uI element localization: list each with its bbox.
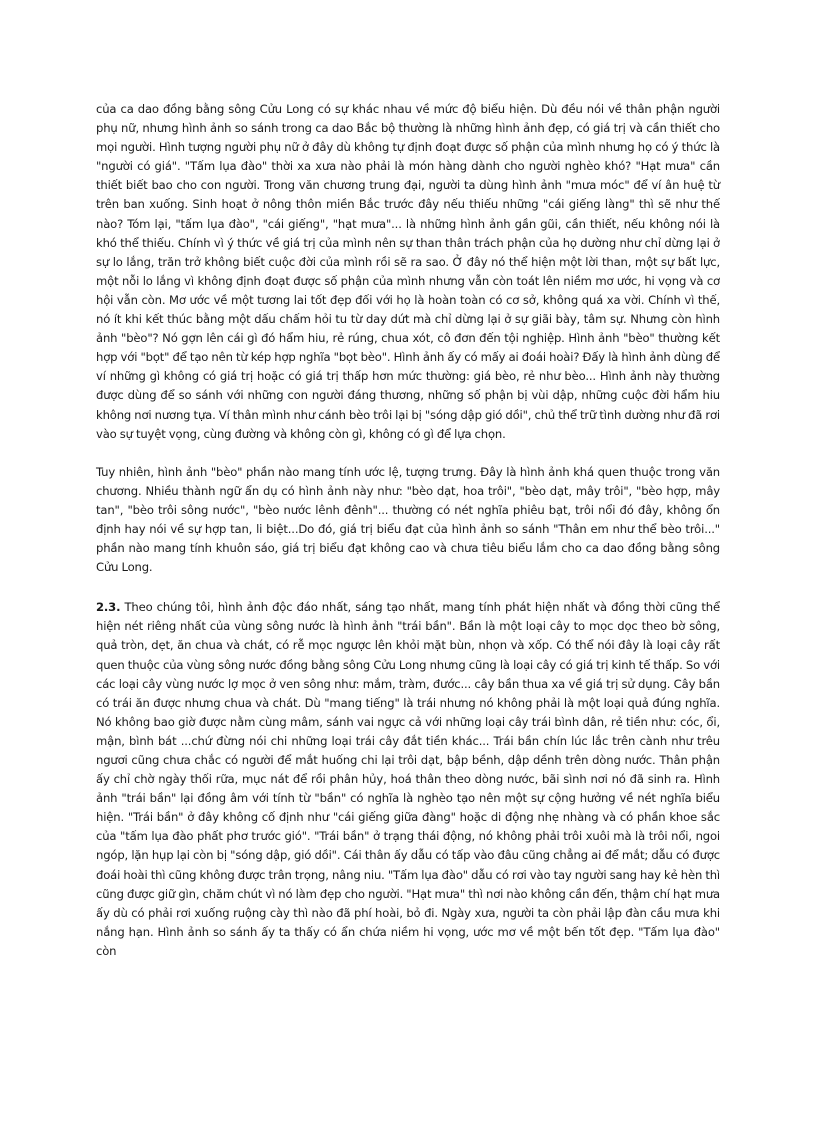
section-paragraph-text: Theo chúng tôi, hình ảnh độc đáo nhất, sáng tạo nhất, mang tính phát hiện nhất và đồng thời cũng thể hiện nét riêng nhất của vùng sông nước là hình ảnh "trái bần". Bần là một loại cây to mọc dọc theo bờ sông, quả tròn, dẹt, ăn chua và chát, có rễ mọc ngược lên khỏi mặt bùn, nhọn và xốp. Có thể nói đây là loại cây rất quen thuộc của vùng sông nước đồng bằng sông Cửu Long nhưng cũng là loại cây có giá trị kinh tế thấp. So với các loại cây vùng nước lợ mọc ở ven sông như: mắm, tràm, đước... cây bần thua xa về giá trị sử dụng. Cây bần có trái ăn được nhưng chua và chát. Dù "mang tiếng" là trái nhưng nó không phải là một loại quả đúng nghĩa. Nó không bao giờ được nằm cùng mâm, sánh vai ngực cả với những loại cây trái bình dân, rẻ tiền như: cóc, ổi, mận, bình bát ...chứ đừng nói chi những loại trái cây đắt tiền khác... Trái bần chín lúc lắc trên cành như trêu ngươi cũng chưa chắc có người để mắt huống chi lại trôi dạt, bập bềnh, dập dềnh trên dòng nước. Thân phận ấy chỉ chờ ngày thối rữa, mục nát để rồi phân hủy, hoá thân theo dòng nước, bãi sình nơi nó đã sinh ra. Hình ảnh "trái bần" lại đồng âm với tính từ "bần" có nghĩa là nghèo tạo nên một sự cộng hưởng về nét nghĩa biểu hiện. "Trái bần" ở đây không cố định như "cái giếng giữa đàng" hoặc di động nhẹ nhàng và có phần khoe sắc của "tấm lụa đào phất phơ trước gió". "Trái bần" ở trạng thái động, nó không phải trôi xuôi mà là trôi nổi, ngoi ngóp, lặn hụp lại còn bị "sóng dập, gió dồi". Cái thân ấy dẫu có tấp vào đâu cũng chẳng ai để mắt; dẫu có được đoái hoài thì cũng không được trân trọng, nâng niu. "Tấm lụa đào" dẫu có rơi vào tay người sang hay kẻ hèn thì cũng được giữ gìn, chăm chút vì nó làm đẹp cho người. "Hạt mưa" thì nơi nào không cần đến, thậm chí hạt mưa ấy dù có phải rơi xuống ruộng cày thì nào đã phí hoài, bỏ đi. Ngày xưa, người ta còn phải lập đàn cầu mưa khi nắng hạn. Hình ảnh so sánh ấy ta thấy có ẩn chứa niềm hi vọng, ước mơ về một bến tốt đẹp. "Tấm lụa đào" còn bbox=[96, 600, 720, 958]
body-paragraph-1: của ca dao đồng bằng sông Cửu Long có sự khác nhau về mức độ biểu hiện. Dù đều nói về thân phận người phụ nữ, nhưng hình ảnh so sánh trong ca dao Bắc bộ thường là những hình ảnh đẹp, có giá trị và cần thiết cho mọi người. Hình tượng người phụ nữ ở đây dù không tự định đoạt được số phận của mình nhưng họ có ý thức là "người có giá". "Tấm lụa đào" thời xa xưa nào phải là món hàng dành cho người nghèo khó? "Hạt mưa" cần thiết biết bao cho con người. Trong văn chương trung đại, người ta dùng hình ảnh "mưa móc" để ví ân huệ từ trên ban xuống. Sinh hoạt ở nông thôn miền Bắc trước đây nếu thiếu những "cái giếng làng" thì sẽ như thế nào? Tóm lại, "tấm lụa đào", "cái giếng", "hạt mưa"... là những hình ảnh gần gũi, cần thiết, nếu không nói là khó thể thiếu. Chính vì ý thức về giá trị của mình nên sự than thân trách phận của họ dường như chỉ dừng lại ở sự lo lắng, trăn trở không biết cuộc đời của mình rồi sẽ ra sao. Ở đây nó thể hiện một lời than, một sự bất lực, một nỗi lo lắng vì không định đoạt được số phận của mình nhưng vẫn còn toát lên niềm mơ ước, hi vọng và cơ hội vẫn còn. Mơ ước về một tương lai tốt đẹp đối với họ là hoàn toàn có cơ sở, không quá xa vời. Chính vì thế, nó ít khi kết thúc bằng một dấu chấm hỏi tu từ day dứt mà chỉ dừng lại ở sự giãi bày, tâm sự. Nhưng còn hình ảnh "bèo"? Nó gợn lên cái gì đó hẩm hiu, rẻ rúng, chua xót, cô đơn đến tội nghiệp. Hình ảnh "bèo" thường kết hợp với "bọt" để tạo nên từ kép hợp nghĩa "bọt bèo". Hình ảnh ấy có mấy ai đoái hoài? Đấy là hình ảnh dùng để ví những gì không có giá trị hoặc có giá trị thấp hơn mức thường: giá bèo, rẻ như bèo... Hình ảnh này thường được dùng để so sánh với những con người đáng thương, những số phận bị vùi dập, những cuộc đời hẩm hiu không nơi nương tựa. Ví thân mình như cánh bèo trôi lại bị "sóng dập gió dồi", chủ thể trữ tình dường như đã rơi vào sự tuyệt vọng, cùng đường và không còn gì, không có gì để lựa chọn. bbox=[96, 102, 720, 441]
body-paragraph-2: Tuy nhiên, hình ảnh "bèo" phần nào mang tính ước lệ, tượng trưng. Đây là hình ảnh khá quen thuộc trong văn chương. Nhiều thành ngữ ẩn dụ có hình ảnh này như: "bèo dạt, hoa trôi", "bèo dạt, mây trôi", "bèo hợp, mây tan", "bèo trôi sông nước", "bèo nước lênh đênh"... thường có nét nghĩa phiêu bạt, trôi nổi đó đây, không ổn định hay nói về sự hợp tan, li biệt...Do đó, giá trị biểu đạt của hình ảnh so sánh "Thân em như thể bèo trôi..." phần nào mang tính khuôn sáo, giá trị biểu đạt không cao và chưa tiêu biểu lắm cho ca dao đồng bằng sông Cửu Long. bbox=[96, 464, 720, 575]
body-paragraph-3 bbox=[96, 598, 720, 961]
section-number: 2.3. bbox=[96, 600, 121, 615]
